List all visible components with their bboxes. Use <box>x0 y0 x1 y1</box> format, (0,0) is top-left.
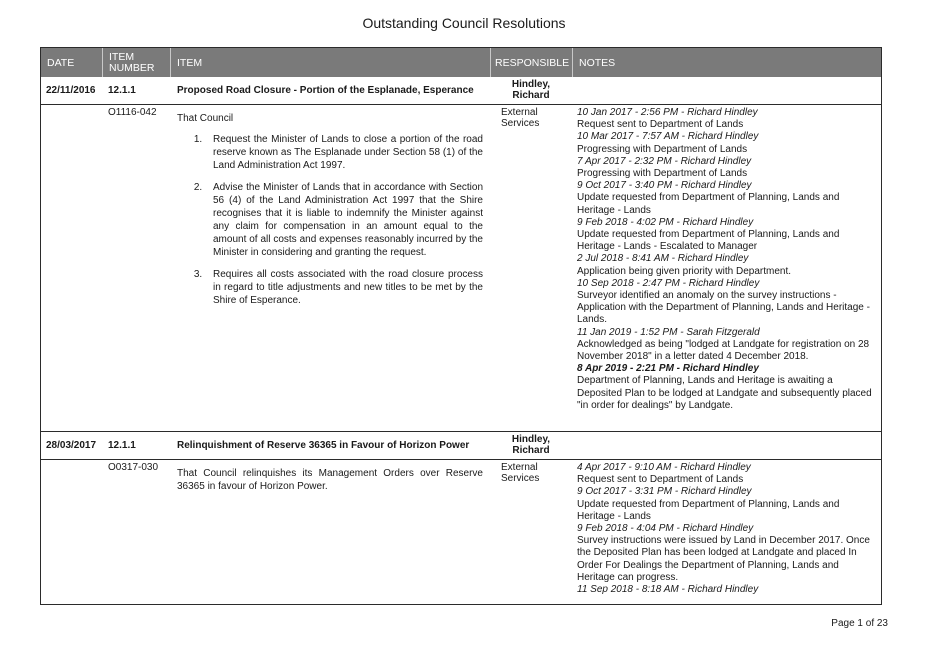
row-reference: O0317-030 <box>108 462 159 473</box>
note-header: 7 Apr 2017 - 2:32 PM - Richard Hindley <box>577 155 752 167</box>
note-text: Progressing with Department of Lands <box>577 143 748 155</box>
row-department: External Services <box>501 462 540 484</box>
table-header <box>41 48 881 77</box>
resolution-intro: That Council relinquishes its Management Orders over Reserve 36365 in favour of Horizon Power. <box>177 468 483 492</box>
row-resolution <box>177 109 483 316</box>
note-text: Request sent to Department of Lands <box>577 119 744 131</box>
note-text: Department of Planning, Lands and Heritage is awaiting a Deposited Plan to be lodged at Landgate and subsequently placed "in order for dealings" by Landgate. <box>577 375 872 411</box>
note-header: 9 Feb 2018 - 4:02 PM - Richard Hindley <box>577 216 754 228</box>
note-header: 9 Oct 2017 - 3:40 PM - Richard Hindley <box>577 180 752 192</box>
row-reference: O1116-042 <box>108 107 157 118</box>
page-number: Page 1 of 23 <box>831 618 888 629</box>
note-header: 2 Jul 2018 - 8:41 AM - Richard Hindley <box>577 253 749 265</box>
note-text: Acknowledged as being "lodged at Landgate for registration on 28 November 2018" in a letter dated 4 December 2018. <box>577 338 870 363</box>
note-header: 9 Oct 2017 - 3:31 PM - Richard Hindley <box>577 486 752 498</box>
page-title: Outstanding Council Resolutions <box>362 15 566 31</box>
list-item: 2. Advise the Minister of Lands that in accordance with Section 56 (4) of the Land Administration Act 1997 that the Shire recognises that it is liable to indemnify the Minister against any claim for compensation in an amount equal to the amount of all costs and expenses reasonably incurred by the Minister in considering and granting the request. <box>205 181 483 259</box>
resolution-intro: That Council <box>177 113 234 124</box>
row-responsible: Hindley, Richard <box>511 434 551 456</box>
row-department: External Services <box>501 107 540 129</box>
row-date: 22/11/2016 <box>46 85 96 96</box>
note-text: Update requested from Department of Planning, Lands and Heritage - Lands <box>577 498 840 522</box>
note-text: Update requested from Department of Planning, Lands and Heritage - Lands <box>577 192 840 216</box>
row-divider <box>41 104 881 105</box>
note-text: Application being given priority with Department. <box>577 265 791 277</box>
note-header: 10 Jan 2017 - 2:56 PM - Richard Hindley <box>577 107 758 118</box>
resolutions-table <box>40 47 882 605</box>
table-row <box>41 77 881 104</box>
row-notes <box>577 462 875 596</box>
col-header-date: DATE <box>41 48 103 77</box>
list-item: 1. Request the Minister of Lands to close a portion of the road reserve known as The Esplanade under Section 58 (1) of the Land Administration Act 1997. <box>205 133 483 172</box>
note-header: 8 Apr 2019 - 2:21 PM - Richard Hindley <box>577 363 759 375</box>
note-text: Progressing with Department of Lands <box>577 168 748 180</box>
note-header: 9 Feb 2018 - 4:04 PM - Richard Hindley <box>577 523 754 535</box>
table-row <box>41 432 881 459</box>
col-header-item-number: ITEM NUMBER <box>103 48 171 77</box>
note-header: 4 Apr 2017 - 9:10 AM - Richard Hindley <box>577 462 751 473</box>
row-title: Proposed Road Closure - Portion of the Esplanade, Esperance <box>177 85 474 96</box>
note-text: Request sent to Department of Lands <box>577 474 744 486</box>
col-header-notes: NOTES <box>579 56 616 69</box>
row-date: 28/03/2017 <box>46 440 97 451</box>
row-responsible: Hindley, Richard <box>511 79 551 101</box>
row-resolution <box>177 464 483 493</box>
resolution-points <box>177 133 483 307</box>
col-header-responsible: RESPONSIBLE <box>491 48 573 77</box>
note-text: Update requested from Department of Planning, Lands and Heritage - Lands - Escalated to Manager <box>577 229 840 253</box>
note-header: 10 Mar 2017 - 7:57 AM - Richard Hindley <box>577 131 759 143</box>
note-text: Surveyor identified an anomaly on the survey instructions - Application with the Department of Planning, Lands and Heritage - Lands. <box>577 290 870 326</box>
row-item-number: 12.1.1 <box>108 85 136 96</box>
col-header-item: ITEM <box>171 48 491 77</box>
list-item: 3. Requires all costs associated with the road closure process in regard to title adjustments and new titles to be met by the Shire of Esperance. <box>205 268 483 307</box>
row-divider <box>41 459 881 460</box>
note-header: 10 Sep 2018 - 2:47 PM - Richard Hindley <box>577 277 760 289</box>
note-text: Survey instructions were issued by Land in December 2017. Once the Deposited Plan has been lodged at Landgate and placed In Order For Dealings the Department of Planning, Lands and Heritage can progress. <box>577 535 870 583</box>
row-title: Relinquishment of Reserve 36365 in Favour of Horizon Power <box>177 440 470 451</box>
note-header: 11 Sep 2018 - 8:18 AM - Richard Hindley <box>577 584 759 596</box>
row-notes <box>577 107 875 412</box>
note-header: 11 Jan 2019 - 1:52 PM - Sarah Fitzgerald <box>577 326 760 338</box>
row-item-number: 12.1.1 <box>108 440 136 451</box>
